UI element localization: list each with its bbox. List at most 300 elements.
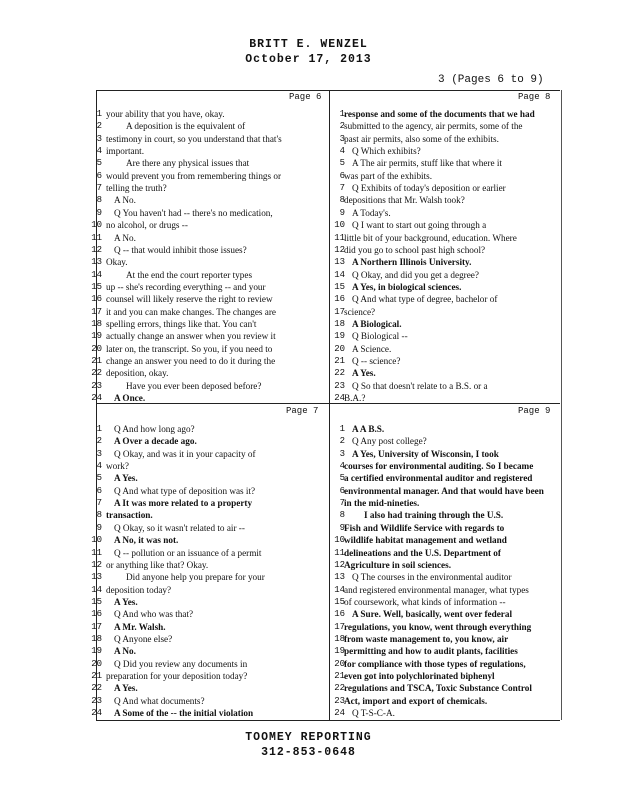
line-text: Q -- pollution or an issuance of a permit — [114, 547, 262, 558]
line-text: even got into polychlorinated biphenyl — [344, 671, 495, 681]
line-number: 10 — [91, 220, 102, 231]
line-text: transaction. — [106, 510, 153, 521]
line-text: later on, the transcript. So you, if you need to — [106, 343, 273, 354]
line-text: A Some of the -- the initial violation — [114, 708, 254, 719]
line-number: 7 — [96, 183, 102, 194]
line-number: 13 — [334, 257, 345, 268]
line-text: it and you can make changes. The changes are — [106, 306, 276, 317]
line-text: Q -- that would inhibit those issues? — [114, 244, 247, 255]
line-number: 6 — [339, 170, 345, 181]
transcript-line — [91, 269, 329, 282]
line-number: 15 — [91, 281, 102, 292]
line-number: 10 — [91, 535, 102, 546]
line-number: 22 — [334, 368, 345, 379]
line-text: A No. — [114, 195, 136, 206]
transcript-line — [329, 435, 560, 448]
line-number: 15 — [334, 281, 345, 292]
deposition-date: October 17, 2013 — [245, 53, 372, 66]
line-number: 24 — [91, 393, 102, 404]
transcript-line — [329, 281, 560, 294]
line-text: work? — [106, 461, 129, 472]
line-text: permitting and how to audit plants, facilities — [344, 646, 518, 657]
line-number: 15 — [91, 596, 102, 607]
line-text: A deposition is the equivalent of — [126, 121, 246, 132]
line-text: and registered environmental manager, what types — [344, 584, 529, 595]
transcript-line — [91, 244, 329, 257]
transcript-line — [329, 355, 560, 368]
line-number: 12 — [91, 244, 102, 255]
transcript-line — [329, 695, 560, 708]
line-number: 7 — [96, 498, 102, 509]
transcript-line — [329, 318, 560, 331]
line-number: 12 — [91, 559, 102, 570]
page-label: Page 7 — [286, 406, 319, 416]
line-text: preparation for your deposition today? — [106, 671, 248, 681]
reporter-name: TOOMEY REPORTING — [245, 731, 372, 744]
line-number: 8 — [339, 510, 345, 521]
line-text: Did anyone help you prepare for your — [126, 572, 265, 583]
line-text: a certified environmental auditor and registered — [344, 473, 533, 484]
line-text: Q The courses in the environmental auditor — [352, 572, 512, 583]
transcript-line — [91, 367, 329, 380]
line-text: spelling errors, things like that. You can't — [106, 318, 257, 329]
transcript-line — [329, 145, 560, 158]
line-text: Q You haven't had -- there's no medication, — [114, 207, 273, 218]
transcript-line — [91, 392, 329, 405]
line-text: A Yes. — [114, 596, 138, 607]
transcript-line — [329, 194, 560, 207]
transcript-line — [329, 485, 560, 498]
line-text: A Yes. — [114, 683, 138, 694]
line-text: past air permits, also some of the exhibits. — [344, 133, 499, 144]
line-text: Are there any physical issues that — [126, 158, 250, 169]
transcript-line — [329, 571, 560, 584]
transcript-line — [96, 194, 329, 207]
transcript-line — [91, 633, 329, 646]
line-number: 20 — [334, 343, 345, 354]
transcript-line — [329, 522, 560, 535]
transcript-line — [329, 547, 560, 560]
line-text: would prevent you from remembering things or — [106, 170, 282, 181]
line-number: 4 — [339, 461, 345, 472]
transcript-line — [329, 108, 560, 121]
line-text: regulations and TSCA, Toxic Substance Control — [344, 683, 532, 694]
line-number: 16 — [91, 609, 102, 620]
transcript-line — [91, 571, 329, 584]
transcript-line — [329, 306, 560, 319]
line-number: 20 — [91, 343, 102, 354]
transcript-line — [329, 182, 560, 195]
line-text: Okay. — [106, 257, 128, 268]
line-text: of coursework, what kinds of information -- — [344, 596, 506, 607]
line-number: 1 — [339, 424, 345, 434]
line-text: was part of the exhibits. — [344, 170, 433, 181]
line-text: no alcohol, or drugs -- — [106, 220, 188, 231]
transcript-line — [91, 621, 329, 634]
transcript-line — [91, 608, 329, 621]
line-number: 6 — [96, 485, 102, 496]
line-number: 14 — [334, 584, 345, 595]
line-number: 4 — [96, 461, 102, 472]
line-number: 2 — [339, 436, 345, 447]
line-number: 9 — [339, 522, 345, 533]
transcript-line — [329, 460, 560, 473]
line-number: 9 — [96, 522, 102, 533]
transcript-line — [329, 497, 560, 510]
transcript-line — [96, 120, 329, 133]
line-number: 16 — [91, 294, 102, 305]
line-text: Q And what type of deposition was it? — [114, 485, 256, 496]
line-text: Q Any post college? — [352, 436, 427, 447]
transcript-line — [91, 547, 329, 560]
line-number: 23 — [334, 695, 345, 706]
transcript-line — [329, 584, 560, 597]
line-text: At the end the court reporter types — [126, 269, 253, 280]
line-text: environmental manager. And that would have been — [344, 485, 544, 496]
line-text: A Science. — [352, 343, 392, 354]
line-number: 13 — [334, 572, 345, 583]
line-number: 15 — [334, 596, 345, 607]
line-text: wildlife habitat management and wetland — [344, 535, 507, 546]
transcript-line — [329, 472, 560, 485]
line-number: 1 — [96, 424, 102, 434]
line-number: 3 — [96, 133, 102, 144]
line-number: 21 — [334, 356, 345, 366]
line-text: for compliance with those types of regulations, — [344, 658, 526, 669]
page-label: Page 9 — [518, 406, 551, 416]
transcript-line — [329, 559, 560, 572]
transcript-line — [91, 534, 329, 547]
transcript-line — [329, 269, 560, 282]
line-text: or anything like that? Okay. — [106, 559, 209, 570]
transcript-line — [329, 608, 560, 621]
line-text: A Yes, in biological sciences. — [352, 281, 462, 292]
transcript-line — [91, 695, 329, 708]
line-text: A Over a decade ago. — [114, 436, 197, 447]
line-text: A Yes. — [352, 368, 376, 379]
transcript-line — [329, 596, 560, 609]
line-text: Q So that doesn't relate to a B.S. or a — [352, 380, 488, 391]
line-number: 8 — [96, 510, 102, 521]
line-text: depositions that Mr. Walsh took? — [344, 195, 465, 206]
line-number: 16 — [334, 294, 345, 305]
line-text: regulations, you know, went through everything — [344, 621, 532, 632]
line-text: actually change an answer when you review it — [106, 331, 276, 342]
line-number: 20 — [91, 658, 102, 669]
transcript-line — [329, 157, 560, 170]
transcript-line — [91, 281, 329, 294]
line-number: 17 — [334, 621, 345, 632]
line-number: 9 — [96, 207, 102, 218]
transcript-line — [91, 380, 329, 393]
line-number: 9 — [339, 207, 345, 218]
line-number: 12 — [334, 244, 345, 255]
transcript-line — [96, 170, 329, 183]
line-text: deposition today? — [106, 584, 172, 595]
transcript-line — [329, 423, 560, 436]
line-text: testimony in court, so you understand that that's — [106, 133, 282, 144]
line-text: Q Anyone else? — [114, 633, 173, 644]
line-text: A No. — [114, 646, 136, 657]
line-number: 8 — [339, 195, 345, 206]
line-number: 7 — [339, 498, 345, 509]
line-number: 17 — [91, 621, 102, 632]
transcript-line — [96, 435, 329, 448]
line-number: 18 — [91, 318, 102, 329]
line-number: 5 — [96, 473, 102, 484]
line-number: 18 — [334, 633, 345, 644]
line-number: 8 — [96, 195, 102, 206]
transcript-line — [329, 244, 560, 257]
transcript-line — [329, 219, 560, 232]
transcript-line — [329, 343, 560, 356]
line-text: Q Did you review any documents in — [114, 658, 248, 669]
transcript-line — [96, 448, 329, 461]
line-text: Agriculture in soil sciences. — [344, 559, 452, 570]
line-text: A The air permits, stuff like that where it — [352, 158, 502, 169]
line-number: 14 — [334, 269, 345, 280]
line-text: response and some of the documents that we had — [344, 109, 535, 119]
line-number: 4 — [96, 146, 102, 157]
line-number: 2 — [96, 436, 102, 447]
line-number: 11 — [91, 232, 102, 243]
line-text: B.A.? — [344, 393, 366, 404]
line-number: 1 — [339, 109, 345, 119]
line-number: 22 — [334, 683, 345, 694]
line-number: 5 — [339, 473, 345, 484]
line-number: 21 — [91, 671, 102, 681]
line-number: 19 — [91, 646, 102, 657]
line-number: 18 — [91, 633, 102, 644]
line-number: 6 — [339, 485, 345, 496]
transcript-line — [91, 219, 329, 232]
line-number: 7 — [339, 183, 345, 194]
line-text: A Sure. Well, basically, went over federal — [352, 609, 513, 620]
transcript-line — [329, 380, 560, 393]
transcript-line — [91, 330, 329, 343]
line-number: 24 — [334, 708, 345, 719]
line-number: 3 — [339, 133, 345, 144]
transcript-line — [91, 707, 329, 720]
line-text: up -- she's recording everything -- and your — [106, 281, 266, 292]
transcript-line — [96, 485, 329, 498]
line-text: deposition, okay. — [106, 368, 169, 379]
transcript-line — [329, 232, 560, 245]
line-text: Q I want to start out going through a — [352, 220, 487, 231]
transcript-line — [329, 392, 560, 405]
transcript-line — [96, 182, 329, 195]
line-text: Fish and Wildlife Service with regards to — [344, 522, 505, 533]
line-text: Q Okay, and was it in your capacity of — [114, 448, 256, 459]
line-number: 1 — [96, 109, 102, 119]
transcript-line — [91, 355, 329, 368]
line-number: 2 — [96, 121, 102, 132]
line-number: 24 — [91, 708, 102, 719]
line-number: 11 — [334, 232, 345, 243]
line-number: 14 — [91, 269, 102, 280]
line-number: 19 — [91, 331, 102, 342]
line-text: Q -- science? — [352, 356, 401, 366]
line-number: 3 — [96, 448, 102, 459]
line-text: delineations and the U.S. Department of — [344, 547, 501, 558]
line-text: Q Exhibits of today's deposition or earlier — [352, 183, 506, 194]
transcript-line — [96, 207, 329, 220]
transcript-line — [96, 472, 329, 485]
transcript-line — [91, 682, 329, 695]
transcript-line — [329, 448, 560, 461]
line-text: Q Okay, and did you get a degree? — [352, 269, 479, 280]
line-number: 21 — [334, 671, 345, 681]
line-text: Act, import and export of chemicals. — [344, 695, 488, 706]
line-text: from waste management to, you know, air — [344, 633, 509, 644]
line-text: Q Biological -- — [352, 331, 408, 342]
transcript-line — [96, 157, 329, 170]
line-number: 21 — [91, 356, 102, 366]
transcript-line — [329, 367, 560, 380]
transcript-line — [329, 633, 560, 646]
line-number: 20 — [334, 658, 345, 669]
transcript-line — [96, 522, 329, 535]
line-text: A No, it was not. — [114, 535, 179, 546]
line-number: 4 — [339, 146, 345, 157]
line-number: 19 — [334, 646, 345, 657]
line-text: telling the truth? — [106, 183, 167, 194]
transcript-line — [96, 145, 329, 158]
top-rule — [96, 90, 560, 91]
transcript-line — [329, 293, 560, 306]
line-text: A Biological. — [352, 318, 402, 329]
line-text: A Northern Illinois University. — [352, 257, 472, 268]
line-number: 10 — [334, 220, 345, 231]
page-label: Page 8 — [518, 92, 551, 102]
transcript-line — [329, 133, 560, 146]
transcript-line — [91, 256, 329, 269]
page-range: 3 (Pages 6 to 9) — [438, 74, 544, 86]
line-number: 17 — [91, 306, 102, 317]
line-number: 23 — [91, 695, 102, 706]
line-number: 22 — [91, 683, 102, 694]
line-number: 11 — [91, 547, 102, 558]
line-number: 14 — [91, 584, 102, 595]
line-number: 3 — [339, 448, 345, 459]
transcript-line — [96, 497, 329, 510]
line-text: Q Okay, so it wasn't related to air -- — [114, 522, 245, 533]
page-label: Page 6 — [289, 92, 322, 102]
transcript-line — [329, 707, 560, 720]
page-9-quadrant — [329, 406, 560, 718]
bottom-rule — [96, 720, 560, 721]
line-number: 23 — [91, 380, 102, 391]
transcript-line — [329, 534, 560, 547]
transcript-line — [91, 343, 329, 356]
line-number: 13 — [91, 257, 102, 268]
transcript-line — [91, 232, 329, 245]
line-number: 23 — [334, 380, 345, 391]
line-number: 5 — [96, 158, 102, 169]
line-text: A Mr. Walsh. — [114, 621, 166, 632]
transcript-line — [91, 293, 329, 306]
line-text: submitted to the agency, air permits, some of the — [344, 121, 523, 132]
page-8-quadrant — [329, 92, 560, 402]
line-text: A No. — [114, 232, 136, 243]
transcript-line — [91, 584, 329, 597]
transcript-line — [329, 682, 560, 695]
transcript-line — [96, 133, 329, 146]
line-text: A A B.S. — [352, 424, 385, 434]
transcript-line — [96, 108, 329, 121]
transcript-line — [329, 658, 560, 671]
transcript-line — [96, 460, 329, 473]
line-text: A Once. — [114, 393, 146, 404]
line-number: 17 — [334, 306, 345, 317]
line-text: A Today's. — [352, 207, 391, 218]
transcript-line — [329, 645, 560, 658]
transcript-line — [329, 120, 560, 133]
line-number: 5 — [339, 158, 345, 169]
transcript-line — [96, 423, 329, 436]
transcript-line — [329, 207, 560, 220]
line-number: 22 — [91, 368, 102, 379]
transcript-line — [329, 670, 560, 683]
line-number: 18 — [334, 318, 345, 329]
line-text: A It was more related to a property — [114, 498, 253, 509]
transcript-line — [91, 306, 329, 319]
transcript-line — [329, 330, 560, 343]
line-text: counsel will likely reserve the right to review — [106, 294, 273, 305]
line-text: Q And what type of degree, bachelor of — [352, 294, 498, 305]
line-text: Q And how long ago? — [114, 424, 195, 434]
line-text: Q Which exhibits? — [352, 146, 421, 157]
line-text: change an answer you need to do it during the — [106, 356, 276, 366]
line-text: Q And who was that? — [114, 609, 194, 620]
line-text: courses for environmental auditing. So I became — [344, 461, 534, 472]
line-text: in the mid-nineties. — [344, 498, 420, 509]
transcript-line — [91, 318, 329, 331]
line-number: 24 — [334, 393, 345, 404]
line-text: Q T-S-C-A. — [352, 708, 395, 719]
transcript-line — [96, 509, 329, 522]
line-number: 12 — [334, 559, 345, 570]
line-text: A Yes. — [114, 473, 138, 484]
transcript-line — [91, 645, 329, 658]
line-number: 16 — [334, 609, 345, 620]
transcript-line — [91, 658, 329, 671]
witness-name: BRITT E. WENZEL — [249, 38, 368, 51]
transcript-line — [91, 596, 329, 609]
transcript-line — [329, 509, 560, 522]
line-number: 6 — [96, 170, 102, 181]
transcript-line — [329, 621, 560, 634]
line-text: did you go to school past high school? — [344, 244, 486, 255]
line-number: 19 — [334, 331, 345, 342]
page-7-quadrant — [91, 406, 329, 719]
line-text: A Yes, University of Wisconsin, I took — [352, 448, 499, 459]
line-text: little bit of your background, education. Where — [344, 232, 517, 243]
transcript-line — [329, 170, 560, 183]
transcript-line — [329, 256, 560, 269]
transcript-line — [91, 670, 329, 683]
page-6-quadrant — [91, 92, 329, 404]
reporter-phone: 312-853-0648 — [261, 746, 356, 759]
line-text: science? — [344, 306, 376, 317]
line-number: 13 — [91, 572, 102, 583]
transcript-line — [91, 559, 329, 572]
line-text: I also had training through the U.S. — [364, 510, 504, 521]
line-text: Q And what documents? — [114, 695, 205, 706]
line-text: Have you ever been deposed before? — [126, 380, 262, 391]
line-text: your ability that you have, okay. — [106, 109, 225, 119]
line-number: 2 — [339, 121, 345, 132]
